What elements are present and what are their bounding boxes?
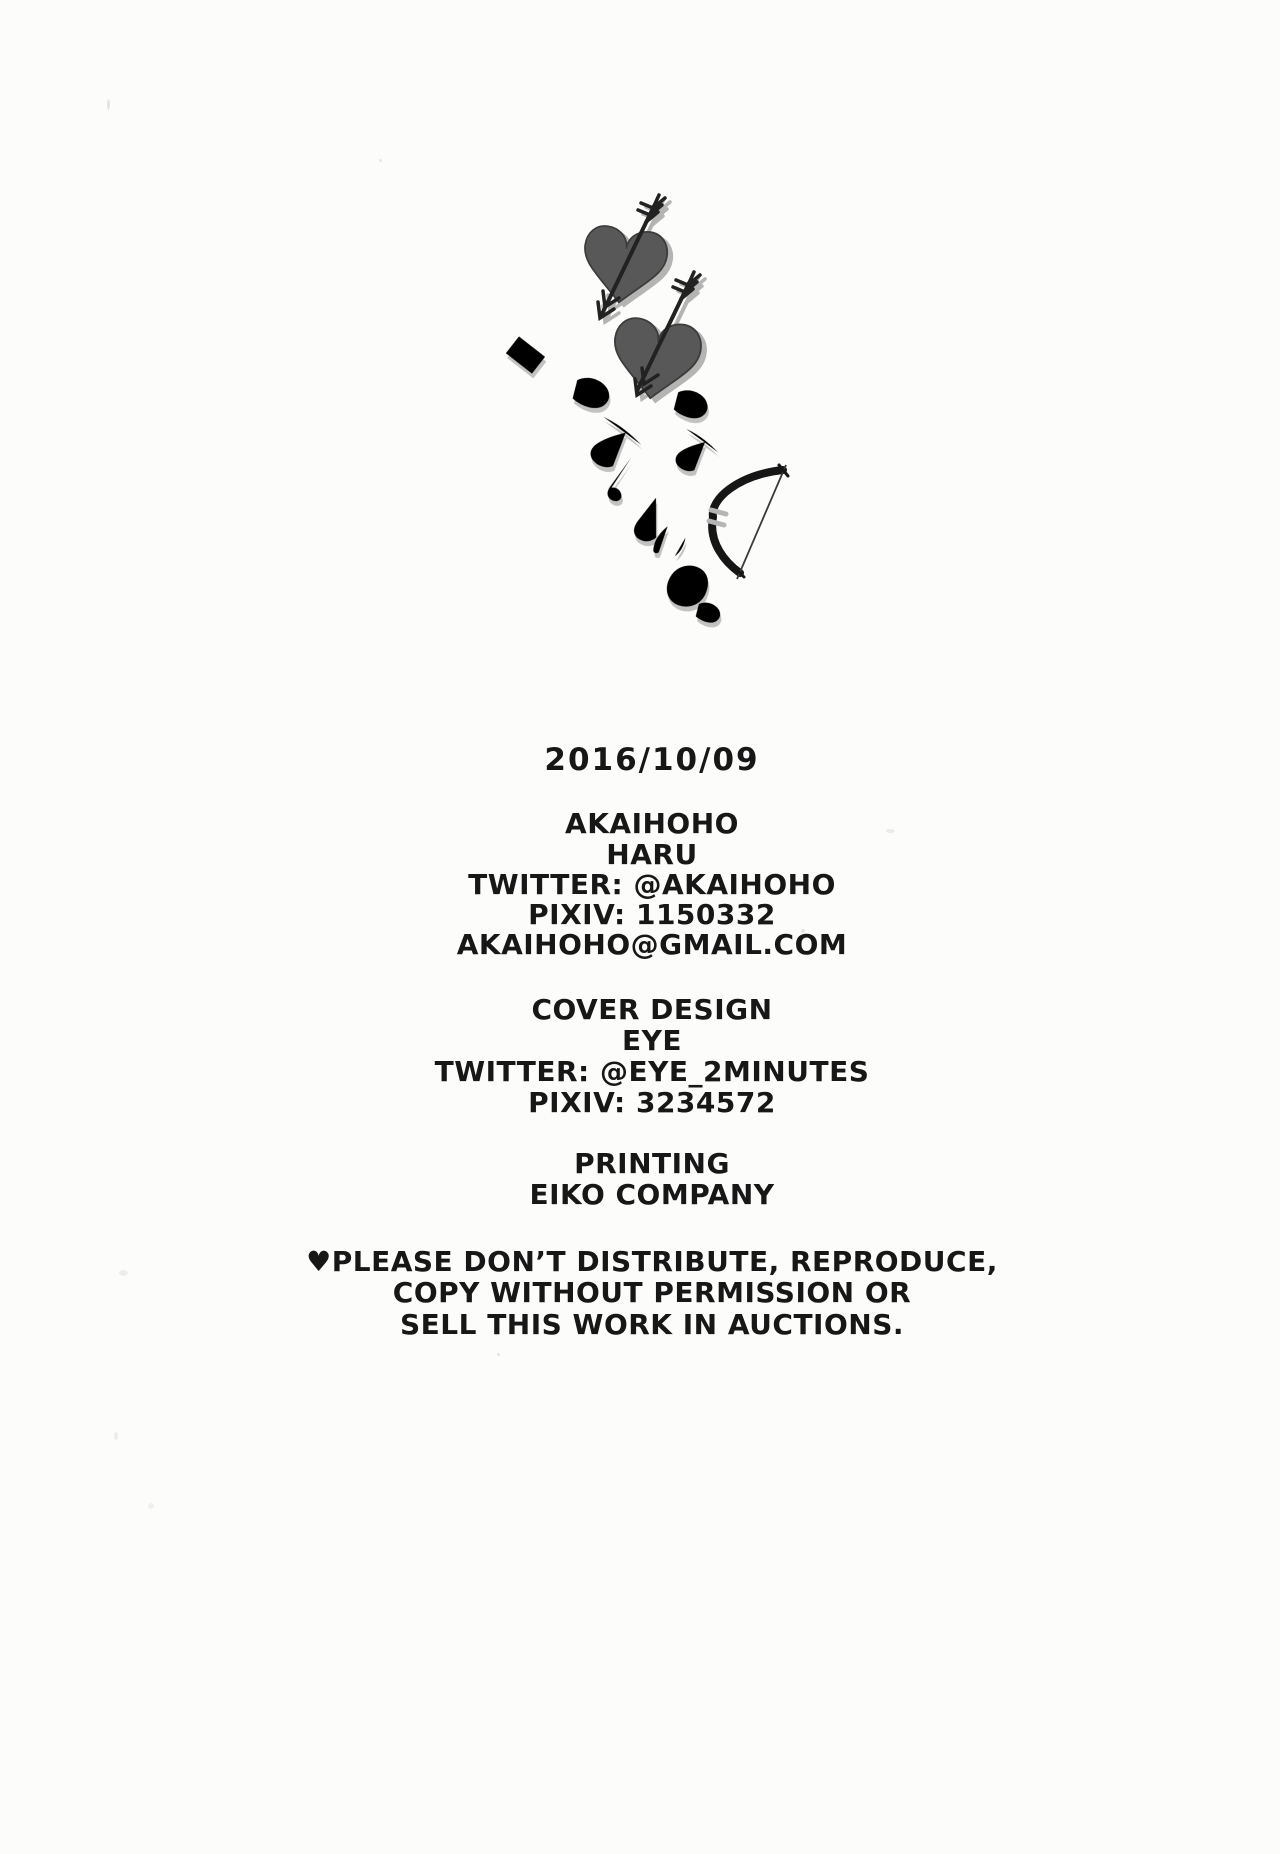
designer-twitter: TWITTER: @EYE_2MINUTES — [434, 1055, 870, 1088]
printing-company: EIKO COMPANY — [529, 1178, 775, 1211]
bow-icon — [700, 455, 795, 585]
release-date: 2016/10/09 — [544, 742, 760, 778]
cover-designer-name: EYE — [621, 1024, 683, 1057]
artist-email: AKAIHOHO@GMAIL.COM — [456, 928, 848, 961]
disclaimer-line-1: ♥PLEASE DON’T DISTRIBUTE, REPRODUCE, — [306, 1245, 998, 1278]
artist-twitter: TWITTER: @AKAIHOHO — [468, 868, 836, 901]
scan-speck — [107, 99, 110, 110]
artist-pixiv: PIXIV: 1150332 — [528, 898, 776, 931]
cover-design-heading: COVER DESIGN — [531, 993, 773, 1026]
scan-speck — [886, 829, 895, 833]
scan-speck — [497, 1353, 500, 1356]
scan-speck — [801, 929, 805, 933]
disclaimer-line-3: SELL THIS WORK IN AUCTIONS. — [399, 1308, 905, 1341]
scan-speck — [148, 1503, 154, 1509]
designer-pixiv: PIXIV: 3234572 — [528, 1086, 776, 1119]
printing-heading: PRINTING — [574, 1147, 730, 1180]
title-logo — [0, 0, 1280, 700]
disclaimer-line-2: COPY WITHOUT PERMISSION OR — [392, 1276, 912, 1309]
scan-speck — [114, 1432, 118, 1440]
artist-name: HARU — [606, 838, 698, 871]
scan-speck — [379, 159, 382, 162]
bow-limb — [712, 470, 783, 573]
circle-name: AKAIHOHO — [565, 807, 739, 840]
scan-speck — [119, 1270, 128, 1276]
